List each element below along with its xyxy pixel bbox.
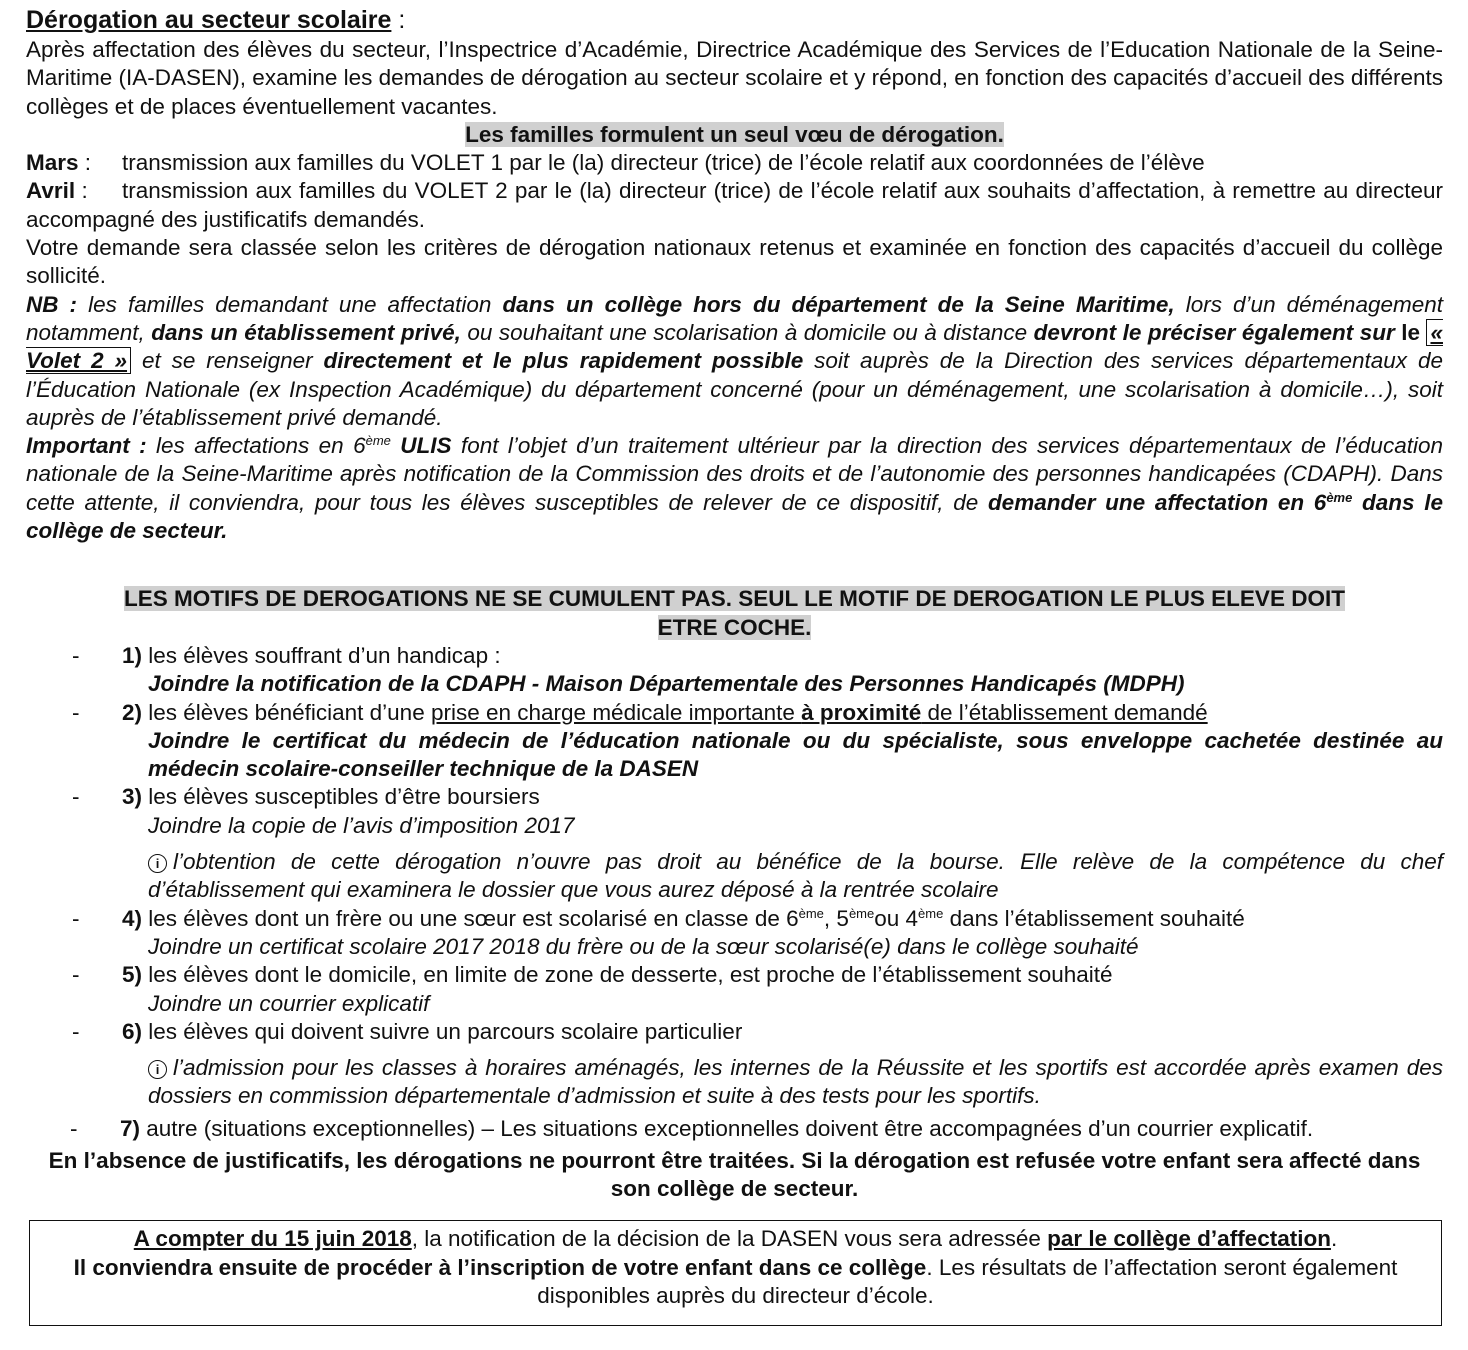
important-sup-2: ème	[1326, 489, 1353, 505]
warning-line-1: LES MOTIFS DE DEROGATIONS NE SE CUMULENT PAS. SEUL LE MOTIF DE DEROGATION LE PLUS ELEVE DOIT	[124, 586, 1345, 612]
info-icon: i	[148, 1060, 167, 1079]
item-text: autre (situations exceptionnelles) – Les situations exceptionnelles doivent être accompagnées d’un courrier explicatif.	[140, 1115, 1314, 1141]
item-number: 6)	[122, 1018, 143, 1044]
title-text: Dérogation au secteur scolaire	[26, 6, 392, 34]
item-number: 1)	[122, 642, 143, 668]
classement-paragraph: Votre demande sera classée selon les critères de dérogation nationaux retenus et examinée en fonction des capacités d’accueil du collège sollicité.	[26, 235, 1443, 289]
list-item	[26, 961, 1443, 989]
nb-label: NB :	[26, 291, 78, 317]
list-item	[26, 783, 1443, 811]
single-wish-highlight: Les familles formulent un seul vœu de dérogation.	[465, 121, 1004, 147]
item-text: les élèves qui doivent suivre un parcours scolaire particulier	[142, 1018, 743, 1044]
notification-text-3: . Les résultats de l’affectation seront également disponibles auprès du directeur d’école.	[537, 1254, 1398, 1308]
item-underline-1: prise en charge médicale importante	[430, 699, 802, 725]
nb-text-2: lors d’un déménagement notamment,	[26, 291, 1443, 345]
item-number: 2)	[122, 699, 143, 725]
warning-line-2: ETRE COCHE.	[657, 614, 812, 640]
nb-text-1: les familles demandant une affectation	[77, 291, 503, 317]
item-number: 4)	[122, 905, 143, 931]
item-5-requirement: Joindre un courrier explicatif	[148, 990, 430, 1016]
nb-bold-3: devront le préciser également sur	[1033, 319, 1395, 345]
item-text-2: , 5	[823, 905, 849, 931]
item-text: les élèves susceptibles d’être boursiers	[142, 784, 540, 810]
mars-text: transmission aux familles du VOLET 1 par le (la) directeur (trice) de l’école relatif aux coordonnées de l’élève	[122, 150, 1205, 176]
avril-line	[26, 177, 1443, 234]
notification-inscription: Il conviendra ensuite de procéder à l’inscription de votre enfant dans ce collège	[73, 1254, 927, 1280]
avril-sep: :	[75, 178, 88, 204]
important-paragraph	[26, 432, 1443, 545]
item-4-requirement: Joindre un certificat scolaire 2017 2018 du frère ou de la sœur scolarisé(e) dans le collège souhaité	[148, 933, 1139, 959]
single-wish-line	[26, 121, 1443, 149]
final-warning: En l’absence de justificatifs, les dérogations ne pourront être traitées. Si la dérogation est refusée votre enfant sera affecté dans son collège de secteur.	[48, 1147, 1421, 1202]
item-number: 5)	[122, 962, 143, 988]
list-dash: -	[72, 962, 80, 988]
nb-bold-4: directement et le plus rapidement possible	[323, 348, 804, 374]
notification-text-2: .	[1330, 1226, 1338, 1251]
info-icon: i	[148, 854, 167, 873]
nb-text-6: soit auprès de la Direction des services départementaux de l’Éducation Nationale (ex Inspection Académique) du département concerné (pour un déménagement, une scolarisation à domicile…), soit auprès de l’établissement privé demandé.	[26, 348, 1443, 430]
list-item	[26, 699, 1443, 727]
sup-5: ème	[848, 905, 875, 921]
list-dash: -	[72, 642, 80, 668]
nb-text-3: ou souhaitant une scolarisation à domicile ou à distance	[460, 319, 1034, 345]
mars-line	[26, 149, 1443, 177]
item-text: les élèves souffrant d’un handicap :	[142, 642, 501, 668]
section-title	[26, 4, 1443, 36]
list-item	[26, 1115, 1443, 1143]
notification-text-1: , la notification de la décision de la DASEN vous sera adressée	[411, 1226, 1048, 1251]
item-text: les élèves dont le domicile, en limite de zone de desserte, est proche de l’établissement souhaité	[142, 962, 1113, 988]
list-dash: -	[72, 784, 80, 810]
mars-label: Mars	[26, 150, 79, 176]
item-underline-2: de l’établissement demandé	[921, 699, 1208, 725]
important-label: Important :	[26, 433, 147, 459]
important-text-1: les affectations en 6	[146, 433, 366, 459]
item-number: 3)	[122, 784, 143, 810]
notification-box	[29, 1220, 1442, 1326]
important-bold-2: dans le collège de secteur.	[26, 489, 1443, 544]
item-number: 7)	[120, 1115, 141, 1141]
list-item	[26, 905, 1443, 933]
derogation-reasons-list	[26, 642, 1443, 1143]
notification-date: A compter du 15 juin 2018	[133, 1226, 412, 1251]
item-text-4: dans l’établissement souhaité	[943, 905, 1245, 931]
item-3-note	[26, 848, 1443, 905]
avril-label: Avril	[26, 178, 76, 204]
item-3-requirement: Joindre la copie de l’avis d’imposition 2017	[148, 812, 575, 838]
important-sup-1: ème	[365, 433, 391, 449]
nb-text-4: le	[1394, 319, 1427, 345]
list-item	[26, 642, 1443, 670]
list-dash: -	[72, 1018, 80, 1044]
item-6-note-text: l’admission pour les classes à horaires aménagés, les internes de la Réussite et les sportifs est accordée après examen des dossiers en commission départementale d’admission et suite à des tests pour les sportifs.	[148, 1055, 1443, 1109]
item-text: les élèves dont un frère ou une sœur est scolarisé en classe de 6	[142, 905, 799, 931]
avril-text: transmission aux familles du VOLET 2 par le (la) directeur (trice) de l’école relatif aux souhaits d’affectation, à remettre au directeur accompagné des justificatifs demandés.	[26, 178, 1443, 232]
list-item	[26, 1018, 1443, 1046]
important-ulis: ULIS	[390, 433, 452, 459]
item-3-note-text: l’obtention de cette dérogation n’ouvre pas droit au bénéfice de la bourse. Elle relève de la compétence du chef d’établissement qui examinera le dossier que vous aurez déposé à la rentrée scolaire	[148, 849, 1443, 903]
nb-bold-1: dans un collège hors du département de la Seine Maritime,	[502, 291, 1175, 317]
item-bold-underline: à proximité	[801, 699, 922, 725]
nb-paragraph	[26, 291, 1443, 432]
important-text-2: font l’objet d’un traitement ultérieur par la direction des services départementaux de l’éducation nationale de la Seine-Maritime après notification de la Commission des droits et de l’autonomie des personnes handicapées (CDAPH). Dans cette attente, il conviendra, pour tous les élèves susceptibles de relever de ce dispositif, de	[26, 433, 1443, 515]
intro-paragraph: Après affectation des élèves du secteur, l’Inspectrice d’Académie, Directrice Académique des Services de l’Education Nationale de la Seine-Maritime (IA-DASEN), examine les demandes de dérogation au secteur scolaire et y répond, en fonction des capacités d’accueil des différents collèges et de places éventuellement vacantes.	[26, 37, 1443, 119]
volet-2-box: « Volet 2 »	[26, 319, 1443, 374]
important-bold-1: demander une affectation en 6	[987, 489, 1327, 515]
item-6-note	[26, 1054, 1443, 1111]
mars-sep: :	[78, 150, 92, 176]
nb-bold-2: dans un établissement privé,	[151, 319, 461, 345]
sup-4: ème	[918, 905, 944, 921]
item-1-requirement: Joindre la notification de la CDAPH - Maison Départementale des Personnes Handicapés (MDPH)	[148, 671, 1185, 697]
notification-college: par le collège d’affectation	[1047, 1226, 1331, 1251]
item-text: les élèves bénéficiant d’une	[142, 699, 431, 725]
title-suffix: :	[391, 6, 406, 34]
list-dash: -	[72, 699, 80, 725]
sup-6: ème	[798, 905, 824, 921]
list-dash: -	[72, 905, 80, 931]
item-text-3: ou 4	[874, 905, 919, 931]
item-2-requirement: Joindre le certificat du médecin de l’éducation nationale ou du spécialiste, sous enveloppe cachetée destinée au médecin scolaire-conseiller technique de la DASEN	[148, 727, 1443, 782]
nb-text-5: et se renseigner	[131, 348, 324, 374]
warning-block	[65, 585, 1405, 642]
list-dash: -	[70, 1115, 78, 1141]
